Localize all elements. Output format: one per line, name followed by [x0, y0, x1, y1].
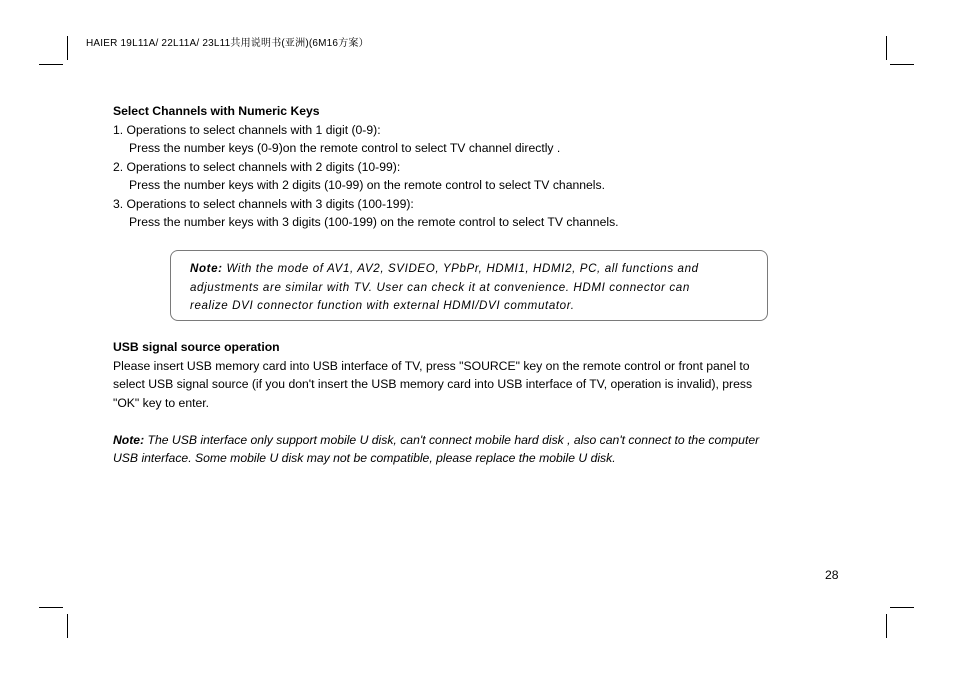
usb-note-line: USB interface. Some mobile U disk may not be compatible, please replace the mobile U disk.	[113, 451, 616, 465]
list-item	[113, 158, 843, 195]
note-label: Note:	[190, 262, 223, 275]
paragraph-line: select USB signal source (if you don't insert the USB memory card into USB interface of TV, operation is invalid), press	[113, 377, 753, 391]
section-heading-numeric-keys: Select Channels with Numeric Keys	[113, 104, 320, 118]
section-heading-usb: USB signal source operation	[113, 340, 280, 354]
note-box-text	[190, 260, 760, 316]
note-line: realize DVI connector function with external HDMI/DVI commutator.	[190, 299, 575, 312]
usb-note-line	[113, 431, 843, 450]
list-item-title: 1. Operations to select channels with 1 digit (0-9):	[113, 122, 381, 137]
crop-mark-bottom-right-horizontal	[890, 607, 914, 608]
list-item	[113, 195, 843, 232]
usb-note-label: Note:	[113, 432, 145, 447]
page-number: 28	[825, 568, 839, 582]
usb-section	[113, 338, 843, 468]
paragraph-line: Please insert USB memory card into USB interface of TV, press "SOURCE" key on the remote control or front panel to	[113, 358, 750, 373]
note-box	[170, 250, 768, 321]
crop-mark-top-left-horizontal	[39, 64, 63, 65]
crop-mark-top-right-vertical	[886, 36, 887, 60]
note-line: adjustments are similar with TV. User can check it at convenience. HDMI connector can	[190, 280, 690, 294]
crop-mark-top-right-horizontal	[890, 64, 914, 65]
list-item-detail: Press the number keys with 3 digits (100-199) on the remote control to select TV channels.	[129, 215, 619, 229]
numeric-keys-section	[113, 102, 843, 232]
crop-mark-bottom-left-horizontal	[39, 607, 63, 608]
crop-mark-top-left-vertical	[67, 36, 68, 60]
paragraph-line: "OK" key to enter.	[113, 395, 210, 410]
list-item-title: 2. Operations to select channels with 2 digits (10-99):	[113, 159, 401, 174]
document-header: HAIER 19L11A/ 22L11A/ 23L11共用说明书(亚洲)(6M16方案）	[86, 38, 369, 49]
list-item-detail: Press the number keys (0-9)on the remote control to select TV channel directly .	[129, 141, 561, 155]
usb-note-text: The USB interface only support mobile U disk, can't connect mobile hard disk , also can't connect to the computer	[144, 432, 760, 447]
note-line	[190, 260, 760, 279]
usb-note	[113, 431, 843, 468]
list-item-title: 3. Operations to select channels with 3 digits (100-199):	[113, 196, 414, 211]
crop-mark-bottom-left-vertical	[67, 614, 68, 638]
list-item	[113, 121, 843, 158]
list-item-detail: Press the number keys with 2 digits (10-99) on the remote control to select TV channels.	[129, 178, 605, 192]
usb-paragraph	[113, 357, 843, 413]
note-line-text: With the mode of AV1, AV2, SVIDEO, YPbPr, HDMI1, HDMI2, PC, all functions and	[222, 262, 699, 275]
crop-mark-bottom-right-vertical	[886, 614, 887, 638]
